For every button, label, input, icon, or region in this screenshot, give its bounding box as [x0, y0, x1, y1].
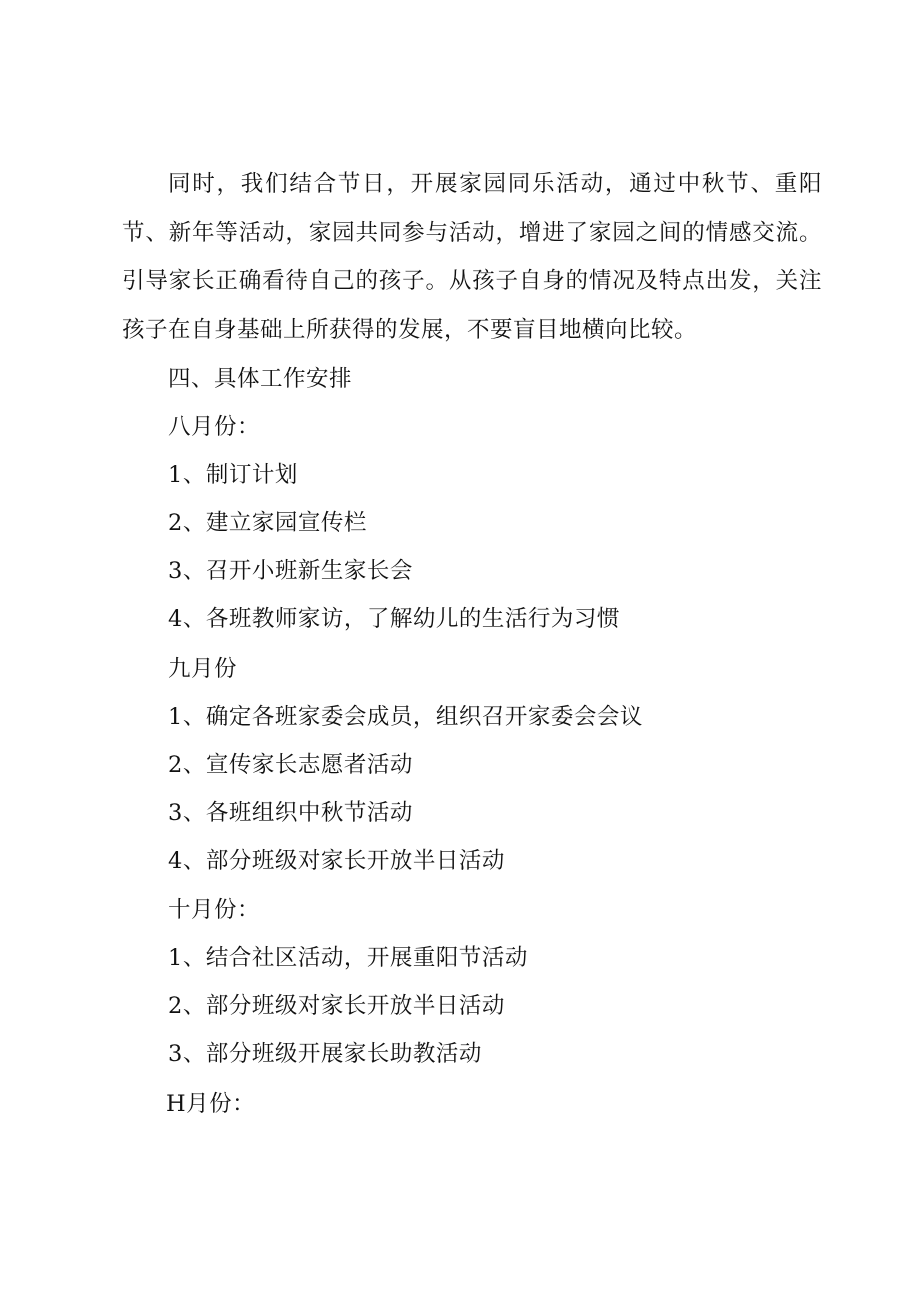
list-item: 1、结合社区活动，开展重阳节活动 — [168, 945, 528, 971]
list-item: 4、部分班级对家长开放半日活动 — [168, 848, 505, 874]
list-item: 1、制订计划 — [168, 462, 298, 488]
month-title-november: H月份： — [166, 1091, 256, 1117]
month-title-august: 八月份： — [168, 414, 261, 440]
list-item: 1、确定各班家委会成员，组织召开家委会会议 — [168, 704, 643, 730]
month-title-october: 十月份： — [168, 897, 261, 923]
month-title-september: 九月份 — [168, 656, 238, 682]
list-item: 3、召开小班新生家长会 — [168, 558, 413, 584]
list-item: 2、宣传家长志愿者活动 — [168, 752, 413, 778]
list-item: 3、各班组织中秋节活动 — [168, 800, 413, 826]
list-item: 2、部分班级对家长开放半日活动 — [168, 993, 505, 1019]
list-item: 4、各班教师家访，了解幼儿的生活行为习惯 — [168, 606, 620, 632]
list-item: 3、部分班级开展家长助教活动 — [168, 1041, 482, 1067]
section-heading: 四、具体工作安排 — [168, 366, 353, 392]
body-paragraph: 同时，我们结合节日，开展家园同乐活动，通过中秋节、重阳节、新年等活动，家园共同参与活动，增进了家园之间的情感交流。引导家长正确看待自己的孩子。从孩子自身的情况及特点出发，关注孩子在自身基础上所获得的发展，不要盲目地横向比较。 — [122, 171, 822, 343]
list-item: 2、建立家园宣传栏 — [168, 510, 367, 536]
